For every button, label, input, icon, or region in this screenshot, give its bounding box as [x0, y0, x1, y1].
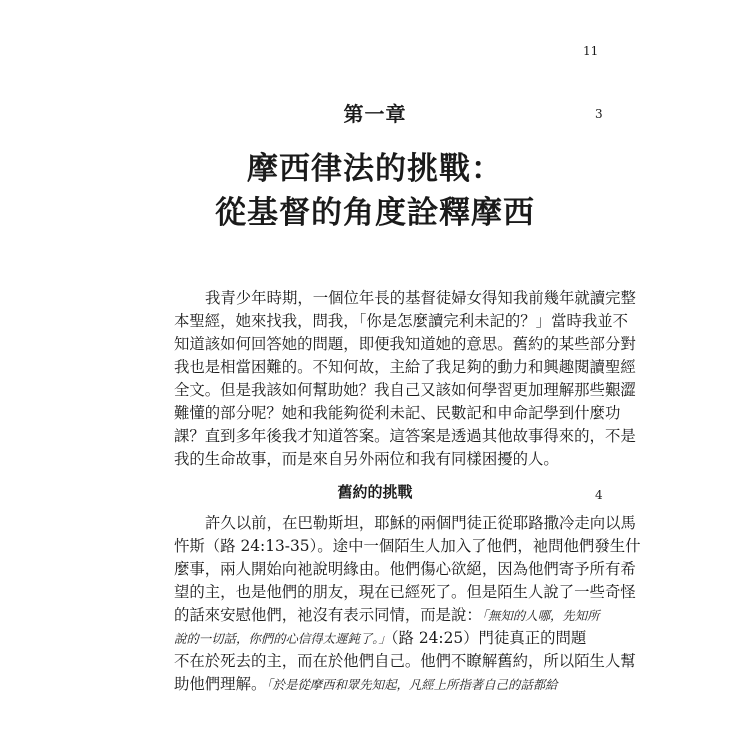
chapter-label: 第一章 — [343, 102, 407, 126]
paragraph-line: 麼事，兩人開始向祂說明緣由。他們傷心欲絕，因為他們寄予所有希 — [174, 560, 636, 578]
chapter-title-line-2: 從基督的角度詮釋摩西 — [215, 195, 535, 231]
paragraph-line: 全文。但是我該如何幫助她？我自己又該如何學習更加理解那些艱澀 — [174, 381, 636, 399]
margin-number-4: 4 — [595, 488, 603, 502]
scripture-quote: 「無知的人哪，先知所 — [481, 608, 600, 623]
paragraph-line: 我也是相當困難的。不知何故，主給了我足夠的動力和興趣閱讀聖經 — [174, 358, 636, 376]
page-number: 11 — [583, 44, 599, 58]
paragraph-line: 我的生命故事，而是來自另外兩位和我有同樣困擾的人。 — [174, 450, 559, 468]
paragraph-line — [174, 627, 587, 650]
scripture-quote: 「於是從摩西和眾先知起，凡經上所指著自己的話都給 — [266, 677, 558, 692]
paragraph-1 — [174, 287, 636, 471]
section-heading: 舊約的挑戰 — [337, 483, 413, 501]
paragraph-line: 許久以前，在巴勒斯坦，耶穌的兩個門徒正從耶路撒冷走向以馬 — [205, 514, 636, 532]
paragraph-line: 忤斯（路 24:13-35）。途中一個陌生人加入了他們，祂問他們發生什 — [174, 537, 641, 555]
paragraph-line: 我青少年時期，一個位年長的基督徒婦女得知我前幾年就讀完整 — [205, 289, 636, 307]
paragraph-line: 不在於死去的主，而在於他們自己。他們不瞭解舊約，所以陌生人幫 — [174, 652, 636, 670]
paragraph-line: 知道該如何回答她的問題，即便我知道她的意思。舊約的某些部分對 — [174, 335, 636, 353]
paragraph-line: 課？直到多年後我才知道答案。這答案是透過其他故事得來的，不是 — [174, 427, 636, 445]
paragraph-line: 本聖經，她來找我，問我，「你是怎麼讀完利未記的？」當時我並不 — [174, 312, 629, 330]
paragraph-text: 的話來安慰他們，祂沒有表示同情，而是說： — [174, 606, 482, 624]
paragraph-line: 望的主，也是他們的朋友，現在已經死了。但是陌生人說了一些奇怪 — [174, 583, 636, 601]
chapter-title-line-1: 摩西律法的挑戰： — [247, 151, 503, 187]
margin-number-3: 3 — [595, 107, 603, 121]
paragraph-line — [174, 604, 600, 627]
paragraph-2 — [174, 512, 641, 696]
paragraph-line — [174, 673, 574, 696]
scripture-quote: 說的一切話，你們的心信得太遲鈍了。」 — [174, 631, 391, 646]
paragraph-text: 助他們理解。 — [174, 675, 267, 693]
paragraph-text: （路 24:25）門徒真正的問題 — [390, 629, 587, 647]
paragraph-line: 難懂的部分呢？她和我能夠從利未記、民數記和申命記學到什麼功 — [174, 404, 621, 422]
